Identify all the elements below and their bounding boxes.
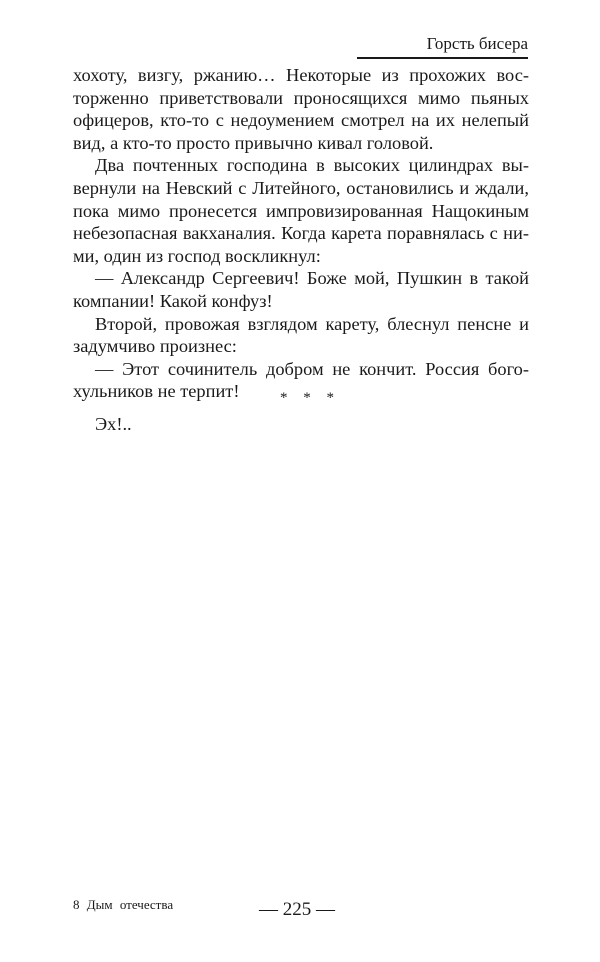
text-line: хульников не терпит! — [73, 381, 240, 402]
text-line: вернули на Невский с Литейного, остановились и ждали, — [73, 177, 529, 198]
text-line: задумчиво произнес: — [73, 336, 237, 357]
text-line: хохоту, визгу, ржанию… Некоторые из прохожих вос- — [73, 65, 529, 85]
text-line: Второй, провожая взглядом карету, блеснул пенсне и — [95, 313, 529, 334]
closing-line: Эх!.. — [95, 414, 132, 434]
running-head-rule — [357, 57, 528, 59]
body-text — [73, 64, 529, 403]
signature-mark: 8 Дым отечества — [73, 897, 174, 912]
text-line: — Александр Сергеевич! Боже мой, Пушкин в такой — [95, 268, 529, 289]
text-line: пока мимо пронесется импровизированная Нащокиным — [73, 200, 529, 221]
text-line: — Этот сочинитель добром не кончит. Россия бого- — [95, 358, 529, 379]
section-break: * * * — [280, 390, 340, 406]
text-line: вид, а кто-то просто привычно кивал головой. — [73, 132, 434, 153]
text-line: небезопасная вакханалия. Когда карета поравнялась с ни- — [73, 223, 529, 244]
paragraph-1 — [73, 64, 529, 154]
paragraph-3 — [73, 267, 529, 312]
text-line: торженно приветствовали проносящихся мимо пьяных — [73, 87, 529, 108]
page-number: — 225 — — [259, 899, 335, 920]
text-line: компании! Какой конфуз! — [73, 290, 273, 311]
paragraph-2 — [73, 154, 529, 267]
text-line: ми, один из господ воскликнул: — [73, 245, 321, 266]
text-line: офицеров, кто-то с недоумением смотрел на их нелепый — [73, 110, 529, 131]
text-line: Два почтенных господина в высоких цилиндрах вы- — [95, 155, 529, 176]
paragraph-4 — [73, 313, 529, 358]
running-head: Горсть бисера — [426, 34, 528, 53]
